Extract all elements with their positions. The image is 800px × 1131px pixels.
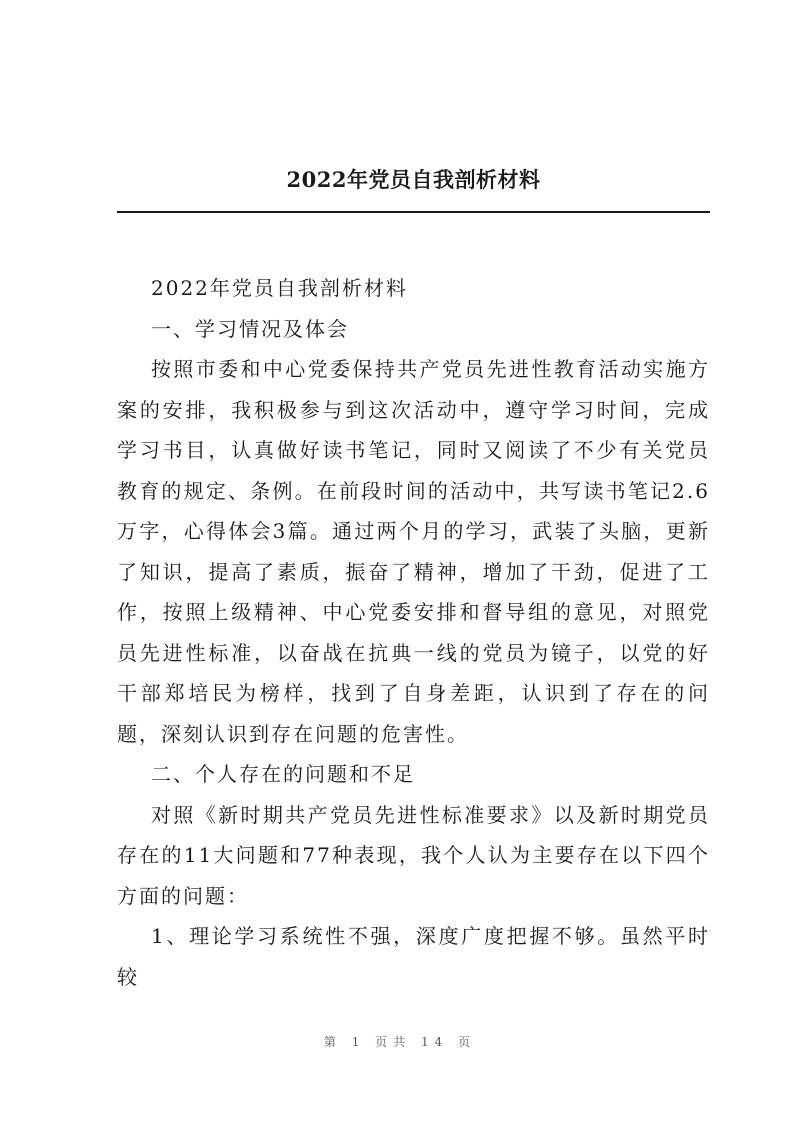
page-title: 2022年党员自我剖析材料: [286, 167, 541, 192]
document-body: [117, 268, 710, 997]
body-paragraph: 1、理论学习系统性不强，深度广度把握不够。虽然平时较: [117, 924, 710, 989]
body-paragraph: 按照市委和中心党委保持共产党员先进性教育活动实施方案的安排，我积极参与到这次活动中，遵守学习时间，完成学习书目，认真做好读书笔记，同时又阅读了不少有关党员教育的规定、条例。在前段时间的活动中，共写读书笔记2.6万字，心得体会3篇。通过两个月的学习，武装了头脑，更新了知识，提高了素质，振奋了精神，增加了干劲，促进了工作，按照上级精神、中心党委安排和督导组的意见，对照党员先进性标准，以奋战在抗典一线的党员为镜子，以党的好干部郑培民为榜样，找到了自身差距，认识到了存在的问题，深刻认识到存在问题的危害性。: [117, 357, 710, 746]
section-heading-1: 一、学习情况及体会: [151, 316, 349, 341]
page-footer: 第 1 页共 14 页: [323, 1035, 477, 1049]
body-paragraph: 对照《新时期共产党员先进性标准要求》以及新时期党员存在的11大问题和77种表现，我个人认为主要存在以下四个方面的问题：: [117, 802, 710, 908]
document-header: [117, 160, 710, 200]
body-subtitle: 2022年党员自我剖析材料: [151, 276, 408, 300]
section-heading-2: 二、个人存在的问题和不足: [151, 762, 415, 786]
title-divider: [117, 211, 710, 213]
